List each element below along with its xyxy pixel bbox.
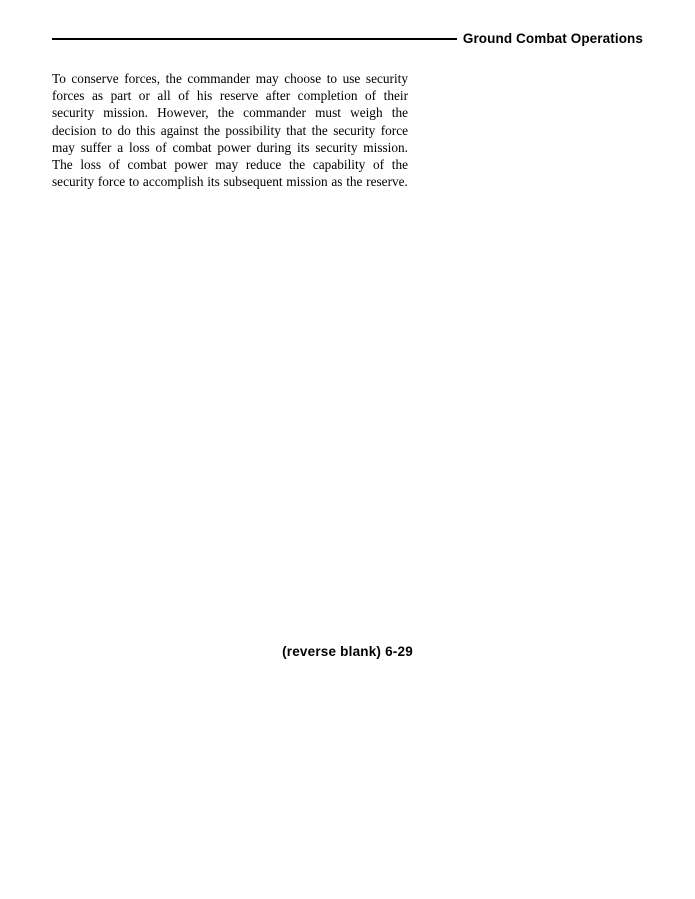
page-header-title: Ground Combat Operations bbox=[462, 31, 643, 46]
header-rule bbox=[52, 38, 457, 40]
body-paragraph: To conserve forces, the commander may choose to use security forces as part or all of his reserve after completion of their security mission. However, the commander must weigh the decision to do this against the possibility that the security force may suffer a loss of combat power during its security mission. The loss of combat power may reduce the capability of the security force to accomplish its subsequent mission as the reserve. bbox=[52, 71, 408, 190]
page-header bbox=[52, 32, 643, 46]
page-footer bbox=[0, 643, 695, 661]
page-number: (reverse blank) 6-29 bbox=[282, 644, 413, 659]
body-text-block bbox=[52, 70, 408, 190]
